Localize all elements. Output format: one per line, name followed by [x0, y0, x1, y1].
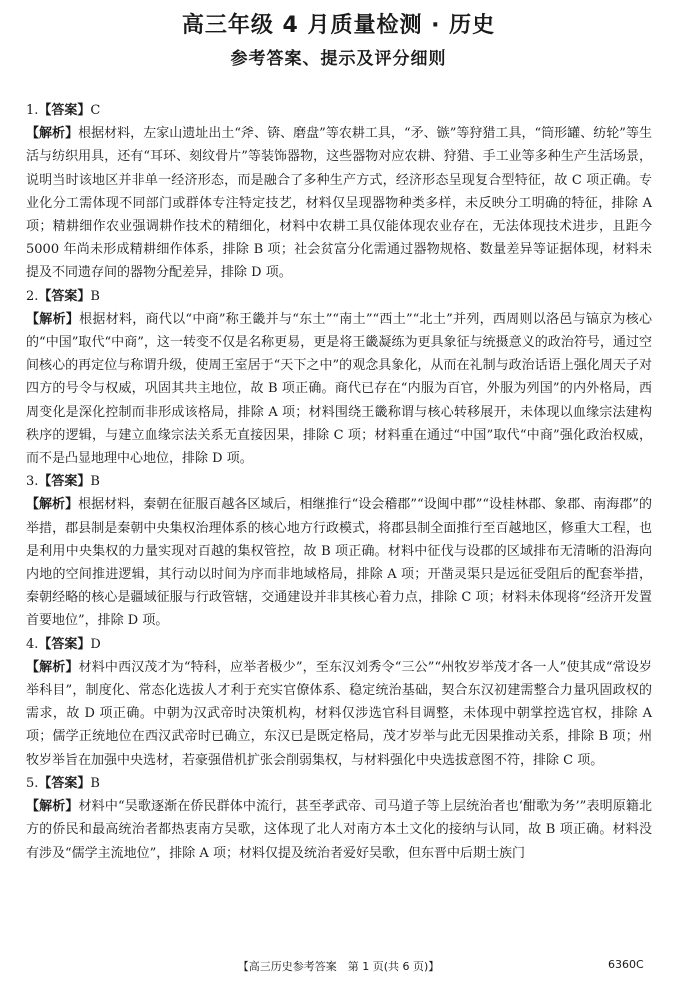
answer-choice: B — [90, 474, 100, 490]
analysis-paragraph — [26, 308, 652, 470]
answer-line — [26, 99, 652, 122]
question-number: 3. — [26, 474, 39, 490]
question-item — [26, 285, 652, 471]
page-footer: 【高三历史参考答案 第 1 页(共 6 页)】 — [237, 960, 440, 973]
answer-label: 【答案】 — [38, 636, 91, 652]
analysis-paragraph — [26, 795, 652, 865]
page-title: 高三年级 4 月质量检测 · 历史 — [181, 13, 496, 38]
analysis-label: 【解析】 — [26, 311, 80, 327]
question-number: 5. — [26, 775, 39, 791]
answer-label: 【答案】 — [38, 288, 91, 304]
question-number: 4. — [26, 636, 39, 652]
answer-choice: C — [90, 103, 101, 118]
analysis-text: 根据材料，秦朝在征服百越各区域后，相继推行“设会稽郡”“设闽中郡”“设桂林郡、象郡、南海郡”的举措，郡县制是秦朝中央集权治理体系的核心地方行政模式，将郡县制全面推行至百越地区，修重大工程，也是利用中央集权的力量实现对百越的集权管控，故 B 项正确。材料中征伐与设郡的区域排布无清晰的沿海向内地的空间推进逻辑，其行动以时间为序而非地域格局，排除 A 项；开凿灵渠只是远征受阻后的配套举措，秦朝经略的核心是疆域征服与行政管辖，交通建设并非其核心着力点，排除 C 项；材料未体现将“经济开发置首要地位”，排除 D 项。 — [26, 497, 652, 629]
page-subtitle: 参考答案、提示及评分细则 — [230, 49, 447, 69]
answer-line — [26, 470, 652, 493]
analysis-label: 【解析】 — [26, 497, 79, 513]
analysis-text: 根据材料，商代以“中商”称王畿并与“东土”“南土”“西土”“北土”并列，西周则以洛邑与镐京为核心的“中国”取代“中商”，这一转变不仅是名称更易，更是将王畿凝练为更具象征与统摄意义的政治符号，通过空间核心的再定位与称谓升级，使周王室居于“天下之中”的观念具象化，从而在礼制与政治话语上强化周天子对四方的号令与权威，巩固其共主地位，故 B 项正确。商代已存在“内服为百官，外服为列国”的内外格局，西周变化是深化控制而非形成该格局，排除 A 项；材料围绕王畿称谓与核心转移展开，未体现以血缘宗法建构秩序的逻辑，与建立血缘宗法关系无直接因果，排除 C 项；材料重在通过“中国”取代“中商”强化政治权威，而不是凸显地理中心地位，排除 D 项。 — [26, 311, 652, 467]
question-item — [26, 772, 652, 865]
answer-line — [26, 285, 652, 308]
answer-list — [26, 99, 652, 865]
answer-label: 【答案】 — [38, 103, 91, 118]
paper-code: 6360C — [608, 958, 644, 971]
answer-choice: B — [90, 288, 100, 304]
question-number: 1. — [26, 103, 39, 118]
analysis-paragraph — [26, 656, 652, 772]
question-number: 2. — [26, 288, 39, 304]
analysis-paragraph — [26, 122, 652, 284]
analysis-label: 【解析】 — [26, 799, 79, 815]
analysis-label: 【解析】 — [26, 659, 79, 675]
analysis-paragraph — [26, 493, 652, 632]
question-item — [26, 633, 652, 772]
analysis-text: 根据材料，左家山遗址出土“斧、锛、磨盘”等农耕工具，“矛、镞”等狩猎工具，“筒形罐、纺轮”等生活与纺织用具，还有“耳环、刻纹骨片”等装饰器物，这些器物对应农耕、狩猎、手工业等多种生产生活场景，说明当时该地区并非单一经济形态，而是融合了多种生产方式，经济形态呈现复合型特征，故 C 项正确。专业化分工需体现不同部门或群体专注特定技艺，材料仅呈现器物种类多样，未反映分工明确的特征，排除 A 项；精耕细作农业强调耕作技术的精细化，材料中农耕工具仅能体现农业存在，无法体现技术进步，且距今 5000 年尚未形成精耕细作体系，排除 B 项；社会贫富分化需通过器物规格、数量差异等证据体现，材料未提及不同遗存间的器物分配差异，排除 D 项。 — [26, 126, 652, 281]
question-item — [26, 99, 652, 285]
answer-label: 【答案】 — [38, 474, 91, 490]
analysis-text: 材料中“吴歌逐渐在侨民群体中流行，甚至孝武帝、司马道子等上层统治者也‘酣歌为务’”表明原籍北方的侨民和最高统治者都热衷南方吴歌，这体现了北人对南方本土文化的接纳与认同，故 B 项正确。材料没有涉及“儒学主流地位”，排除 A 项；材料仅提及统治者爱好吴歌，但东晋中后期士族门 — [26, 799, 652, 861]
answer-label: 【答案】 — [38, 775, 91, 791]
analysis-label: 【解析】 — [26, 126, 79, 142]
answer-choice: B — [90, 775, 100, 791]
analysis-text: 材料中西汉茂才为“特科，应举者极少”，至东汉刘秀令“三公”“州牧岁举茂才各一人”使其成“常设岁举科目”，制度化、常态化选拔人才利于充实官僚体系、稳定统治基础，契合东汉初建需整合力量巩固政权的需求，故 D 项正确。中朝为汉武帝时决策机构，材料仅涉选官科目调整，未体现中朝掌控选官权，排除 A 项；儒学正统地位在西汉武帝时已确立，东汉已是既定格局，茂才岁举与此无因果推动关系，排除 B 项；州牧岁举旨在加强中央选材，若豪强借机扩张会削弱集权，与材料强化中央选拔意图不符，排除 C 项。 — [26, 659, 652, 768]
answer-line — [26, 633, 652, 656]
answer-line — [26, 772, 652, 795]
answer-choice: D — [90, 636, 101, 652]
question-item — [26, 470, 652, 632]
